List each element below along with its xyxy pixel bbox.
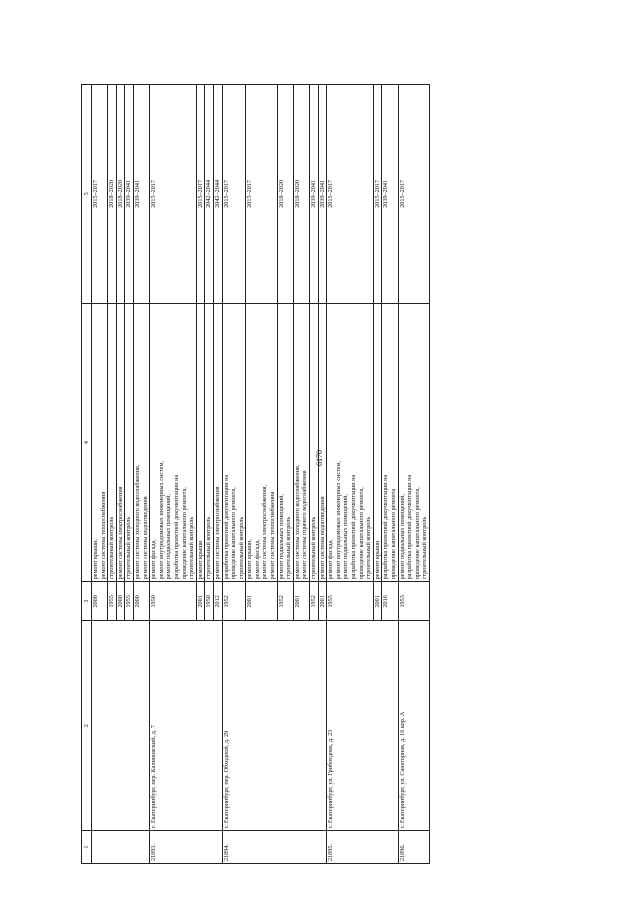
work-cell bbox=[277, 303, 293, 582]
year-cell: 2001 bbox=[293, 582, 309, 621]
work-line: ремонт подвальных помещений, bbox=[342, 494, 350, 580]
year-cell: 1955 bbox=[327, 582, 374, 621]
work-cell bbox=[327, 303, 374, 582]
work-line: ремонт системы электроснабжения bbox=[213, 486, 221, 580]
year-cell: 1953 bbox=[398, 582, 429, 621]
period-cell: 2015–2017 bbox=[246, 85, 277, 304]
period-cell: 2015–2017 bbox=[222, 85, 246, 304]
header-cell-1: 1 bbox=[82, 831, 92, 864]
work-line: ремонт крыши, bbox=[92, 539, 99, 580]
work-line: проведение капитального ремонта, bbox=[180, 487, 188, 580]
period-cell: 2039–2041 bbox=[133, 85, 149, 304]
work-cell bbox=[246, 303, 277, 582]
work-cell bbox=[398, 303, 429, 582]
object-address: г. Екатеринбург, пер. Обходной, д. 29 bbox=[222, 621, 327, 831]
period-cell: 2015–2017 bbox=[373, 85, 382, 304]
year-cell: 2001 bbox=[196, 582, 205, 621]
work-cell bbox=[213, 303, 222, 582]
year-cell: 1950 bbox=[205, 582, 214, 621]
year-cell: 2001 bbox=[246, 582, 277, 621]
work-line: проведение капитального ремонта, bbox=[230, 487, 238, 580]
work-line: ремонт фасада, bbox=[150, 539, 158, 580]
work-line: ремонт системы холодного водоснабжения, bbox=[133, 464, 141, 580]
work-line: строительный контроль bbox=[108, 516, 116, 580]
year-cell: 1952 bbox=[277, 582, 293, 621]
work-line: проведение капитального ремонта, bbox=[357, 487, 365, 580]
period-cell: 2015–2017 bbox=[196, 85, 205, 304]
table-row bbox=[92, 85, 108, 864]
period-cell: 2039–2041 bbox=[318, 85, 327, 304]
work-line: строительный контроль bbox=[125, 516, 133, 580]
period-cell: 2015–2017 bbox=[92, 85, 108, 304]
year-cell: 2000 bbox=[92, 582, 108, 621]
object-number bbox=[92, 831, 150, 864]
period-cell: 2042–2044 bbox=[205, 85, 214, 304]
period-cell: 2018–2020 bbox=[116, 85, 125, 304]
work-cell bbox=[382, 303, 398, 582]
work-cell bbox=[222, 303, 246, 582]
year-cell: 2000 bbox=[133, 582, 149, 621]
period-cell: 2039–2041 bbox=[310, 85, 319, 304]
work-line: проведение капитального ремонта, bbox=[413, 487, 421, 580]
header-cell-4: 4 bbox=[82, 303, 92, 582]
period-cell: 2018–2020 bbox=[293, 85, 309, 304]
work-line: строительный контроль bbox=[237, 516, 245, 580]
work-line: ремонт внутридомовых инженерных систем, bbox=[334, 461, 342, 580]
year-cell: 1950 bbox=[150, 582, 197, 621]
work-line: ремонт подвальных помещений, bbox=[398, 494, 406, 580]
table-row bbox=[150, 85, 197, 864]
work-cell bbox=[116, 303, 125, 582]
work-line: ремонт внутридомовых инженерных систем, bbox=[157, 461, 165, 580]
year-cell: 2000 bbox=[116, 582, 125, 621]
work-cell bbox=[92, 303, 108, 582]
object-number: 21894. bbox=[222, 831, 327, 864]
work-line: ремонт фасада, bbox=[327, 539, 335, 580]
work-line: проведение капитального ремонта bbox=[389, 488, 397, 580]
period-cell: 2039–2041 bbox=[382, 85, 398, 304]
work-cell bbox=[108, 303, 117, 582]
work-line: строительный контроль bbox=[188, 516, 196, 580]
work-cell bbox=[205, 303, 214, 582]
work-line: ремонт подвальных помещений, bbox=[165, 494, 173, 580]
period-cell: 2018–2020 bbox=[277, 85, 293, 304]
work-line: ремонт крыши, bbox=[246, 539, 254, 580]
work-line: строительный контроль bbox=[205, 516, 213, 580]
work-line: ремонт системы горячего водоснабжения bbox=[301, 470, 309, 580]
work-cell bbox=[310, 303, 319, 582]
work-line: ремонт системы электроснабжения, bbox=[261, 484, 269, 580]
header-cell-5: 5 bbox=[82, 85, 92, 304]
period-cell: 2042–2044 bbox=[213, 85, 222, 304]
work-line: строительный контроль bbox=[310, 516, 318, 580]
work-line: ремонт системы теплоснабжения bbox=[99, 491, 107, 580]
period-cell: 2018–2020 bbox=[108, 85, 117, 304]
work-cell bbox=[196, 303, 205, 582]
table-row bbox=[222, 85, 246, 864]
work-line: ремонт подвальных помещений, bbox=[277, 494, 285, 580]
work-line: ремонт крыши bbox=[196, 540, 204, 580]
repair-schedule-table bbox=[81, 84, 601, 864]
year-cell: 2001 bbox=[373, 582, 382, 621]
period-cell: 2039–2041 bbox=[125, 85, 134, 304]
work-line: разработка проектной документации на bbox=[406, 474, 414, 580]
year-cell: 2016 bbox=[382, 582, 398, 621]
work-line: строительный контроль bbox=[421, 516, 429, 580]
period-cell: 2015–2017 bbox=[327, 85, 374, 304]
table-row bbox=[398, 85, 429, 864]
work-line: разработка проектной документации на bbox=[382, 474, 390, 580]
work-line: строительный контроль bbox=[365, 516, 373, 580]
work-line: ремонт фасада, bbox=[253, 539, 261, 580]
object-number: 21893. bbox=[150, 831, 222, 864]
header-cell-2: 2 bbox=[82, 621, 92, 831]
work-line: ремонт системы теплоснабжения bbox=[269, 491, 277, 580]
table-body bbox=[92, 85, 430, 864]
header-row bbox=[82, 85, 92, 864]
object-number: 21895. bbox=[327, 831, 398, 864]
year-cell: 1952 bbox=[222, 582, 246, 621]
work-line: разработка проектной документации на bbox=[222, 474, 230, 580]
work-line: ремонт системы водоотведения bbox=[318, 496, 326, 580]
table-row bbox=[327, 85, 374, 864]
object-address: г. Екатеринбург, ул. Грибоедова, д. 23 bbox=[327, 621, 398, 831]
work-cell bbox=[318, 303, 327, 582]
year-cell: 1952 bbox=[310, 582, 319, 621]
work-line: разработка проектной документации на bbox=[350, 474, 357, 580]
header-cell-3: 3 bbox=[82, 582, 92, 621]
object-address bbox=[92, 621, 150, 831]
work-line: разработка проектной документации на bbox=[172, 474, 180, 580]
year-cell: 1955 bbox=[125, 582, 134, 621]
page-number: 6170 bbox=[315, 450, 324, 466]
work-line: ремонт системы холодного водоснабжения, bbox=[293, 464, 301, 580]
period-cell: 2015–2017 bbox=[150, 85, 197, 304]
work-cell bbox=[150, 303, 197, 582]
work-cell bbox=[373, 303, 382, 582]
period-cell: 2015–2017 bbox=[398, 85, 429, 304]
work-line: ремонт системы электроснабжения bbox=[116, 486, 124, 580]
work-cell bbox=[293, 303, 309, 582]
year-cell: 2001 bbox=[318, 582, 327, 621]
work-line: ремонт системы водоотведения bbox=[141, 496, 149, 580]
year-cell: 1955 bbox=[108, 582, 117, 621]
object-number: 21896. bbox=[398, 831, 429, 864]
work-cell bbox=[133, 303, 149, 582]
object-address: г. Екатеринбург, пер. Калиновский, д. 7 bbox=[150, 621, 222, 831]
object-address: г. Екатеринбург, ул. Санаторная, д. 16 кор. А bbox=[398, 621, 429, 831]
work-line: ремонт крыши bbox=[373, 540, 381, 580]
work-line: строительный контроль bbox=[285, 516, 293, 580]
work-cell bbox=[125, 303, 134, 582]
year-cell: 2012 bbox=[213, 582, 222, 621]
